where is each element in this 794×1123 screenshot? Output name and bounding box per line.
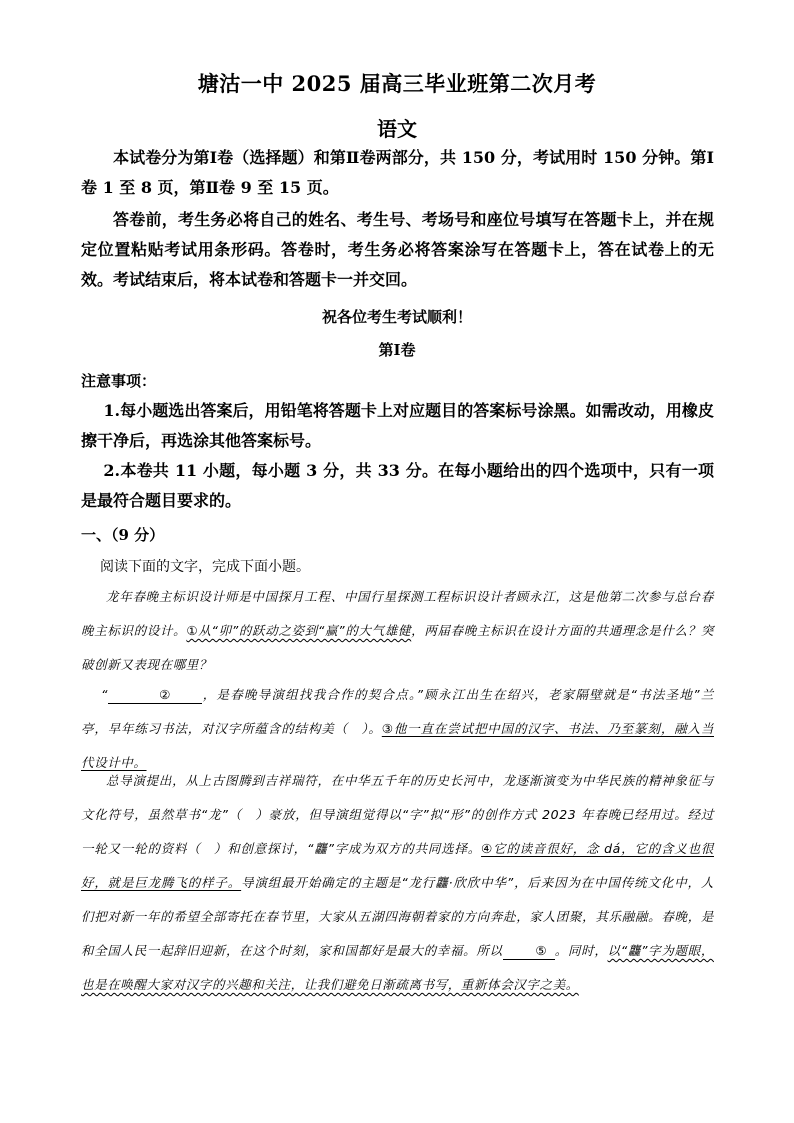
- passage-text: “: [101, 687, 109, 702]
- marked-sentence-3: ③他一直在尝试把中国的汉字、书法、乃至篆刻，融入当代设计中。: [81, 721, 714, 770]
- notes-item-1: 1.每小题选出答案后，用铅笔将答题卡上对应题目的答案标号涂黑。如需改动，用橡皮擦干净后，再选涂其他答案标号。: [81, 401, 714, 450]
- marked-sentence-4: ④它的读音很好，念 dá，它的含义也很好，就是巨龙腾飞的样子。: [81, 841, 714, 890]
- blank-5: ⑤: [503, 943, 555, 960]
- passage-text: 龙年春晚主标识设计师是中国探月工程、中国行星探测工程标识设计者顾永江，这是他第二次参与总台春晚主标识的设计。: [81, 589, 714, 638]
- passage-text: 。同时，: [554, 943, 608, 958]
- notes-heading: 注意事项：: [81, 372, 157, 390]
- blank-2: ②: [108, 687, 202, 704]
- section-heading: 一、（9 分）: [81, 526, 165, 544]
- volume-heading: 第Ⅰ卷: [378, 341, 416, 359]
- passage-text: 导演组最开始确定的主题是“龙行龘·欣欣中华”，后来因为在中国传统文化中，人们把对新一年的希望全部寄托在春节里，大家从五湖四海朝着家的方向奔赴，家人团聚，其乐融融。春晚，是和全国人民一起辞旧迎新，在这个时刻，家和国都好是最大的幸福。所以: [81, 875, 714, 958]
- marked-sentence-1: ①从“卯”的跃动之姿到“赢”的大气雄健: [186, 623, 412, 638]
- passage-paragraph-1: [81, 580, 714, 682]
- subject-title: 语文: [377, 117, 417, 141]
- passage-text: ，是春晚导演组找我合作的契合点。”顾永江出生在绍兴，老家隔壁就是“书法圣地”兰亭，早年练习书法，对汉字所蕴含的结构美（ ）。: [81, 687, 714, 736]
- marked-sentence-6: 以“龘”字为题眼，也是在唤醒大家对汉字的兴趣和关注，让我们避免日渐疏离书写，重新体会汉字之美。: [81, 943, 714, 992]
- notes-item-2: 2.本卷共 11 小题，每小题 3 分，共 33 分。在每小题给出的四个选项中，只有一项是最符合题目要求的。: [81, 461, 714, 510]
- passage-text: 总导演提出，从上古图腾到吉祥瑞符，在中华五千年的历史长河中，龙逐渐演变为中华民族的精神象征与文化符号，虽然草书“龙”（ ）豪放，但导演组觉得以“字”拟“形”的创作方式 2023 年春晚已经用过。经过一轮又一轮的资料（ ）和创意探讨，“龘”字成为双方的共同选择。: [81, 773, 714, 856]
- section-instruction: 阅读下面的文字，完成下面小题。: [100, 559, 310, 575]
- intro-paragraph-2: 答卷前，考生务必将自己的姓名、考生号、考场号和座位号填写在答题卡上，并在规定位置粘贴考试用条形码。答卷时，考生务必将答案涂写在答题卡上，答在试卷上的无效。考试结束后，将本试卷和答题卡一并交回。: [81, 210, 714, 289]
- intro-paragraph-1: 本试卷分为第Ⅰ卷（选择题）和第Ⅱ卷两部分，共 150 分，考试用时 150 分钟。第Ⅰ卷 1 至 8 页，第Ⅱ卷 9 至 15 页。: [81, 148, 714, 197]
- exam-title: 塘沽一中 2025 届高三毕业班第二次月考: [197, 71, 597, 96]
- passage-text: ，两届春晚主标识在设计方面的共通理念是什么？突破创新又表现在哪里？: [81, 623, 714, 672]
- good-luck-line: 祝各位考生考试顺利！: [321, 308, 472, 326]
- passage-paragraph-3: [81, 764, 714, 1002]
